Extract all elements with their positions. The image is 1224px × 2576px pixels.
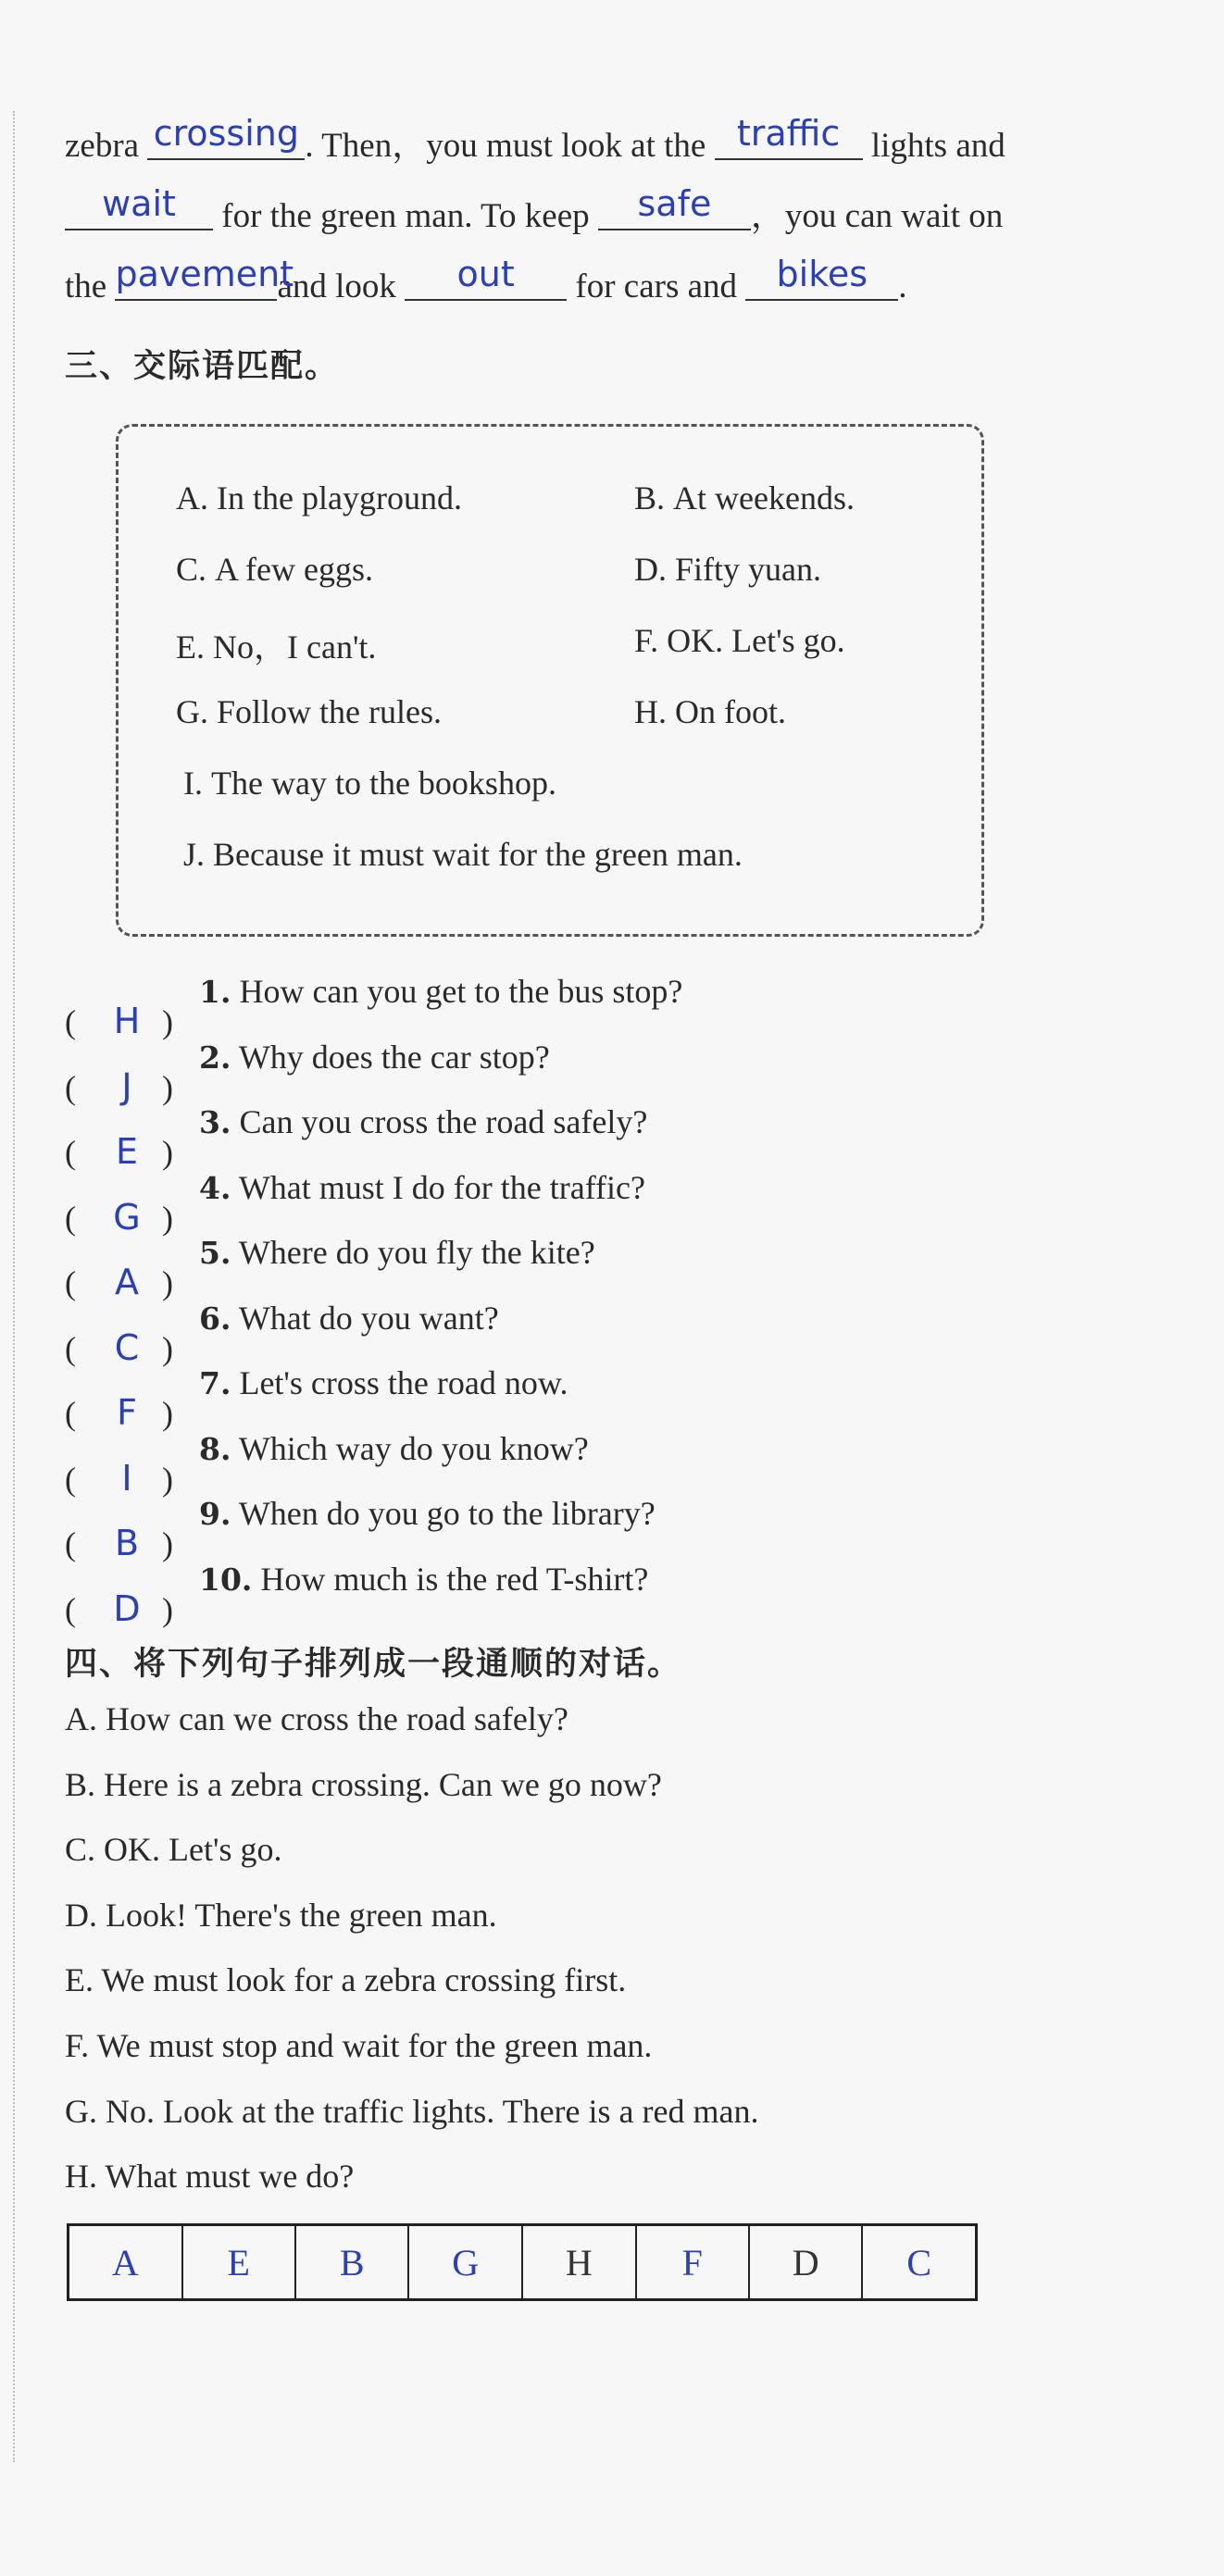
- blank-2[interactable]: [715, 113, 863, 160]
- option-letter: I.: [183, 765, 203, 802]
- option-letter: E.: [176, 628, 205, 666]
- paren-close: ): [162, 1329, 173, 1367]
- matching-questions: [65, 972, 683, 1629]
- paren-open: (: [65, 1134, 76, 1171]
- question-number: 9.: [199, 1496, 231, 1532]
- paren-close: ): [162, 1264, 173, 1301]
- option-f: [634, 621, 845, 660]
- option-e: [176, 621, 376, 668]
- text: .: [898, 268, 907, 305]
- order-cell[interactable]: G: [408, 2225, 522, 2300]
- option-text: OK. Let's go.: [667, 622, 845, 659]
- sentence-e: E. We must look for a zebra crossing first.: [65, 1961, 627, 1999]
- option-text: At weekends.: [673, 479, 855, 516]
- option-letter: F.: [634, 622, 659, 659]
- paren-open: (: [65, 1395, 76, 1432]
- question-text: What must I do for the traffic?: [238, 1168, 645, 1206]
- option-letter: G.: [176, 693, 208, 730]
- fill-in-paragraph: [65, 111, 1148, 322]
- paren-open: (: [65, 1068, 76, 1106]
- question-number: 7.: [199, 1365, 231, 1401]
- paren-close: ): [162, 1395, 173, 1432]
- question-number: 4.: [199, 1169, 231, 1206]
- option-text: In the playground.: [217, 479, 462, 516]
- sentence-g: G. No. Look at the traffic lights. There is a red man.: [65, 2092, 759, 2130]
- order-cell[interactable]: H: [522, 2225, 636, 2300]
- option-letter: D.: [634, 551, 667, 588]
- question-row: [65, 1233, 682, 1302]
- order-cell[interactable]: F: [636, 2225, 749, 2300]
- option-i: [183, 764, 556, 803]
- answer-letter: I: [121, 1457, 132, 1499]
- question-row: [65, 1363, 682, 1433]
- question-row: [65, 1494, 682, 1563]
- question-row: [65, 1038, 682, 1107]
- blank-1[interactable]: [147, 113, 305, 160]
- answer-text: traffic: [736, 113, 841, 154]
- option-text: Fifty yuan.: [675, 551, 821, 588]
- sentence-f: F. We must stop and wait for the green man.: [65, 2026, 653, 2064]
- paren-open: (: [65, 1460, 76, 1498]
- blank-3[interactable]: [65, 183, 213, 230]
- answer-text: crossing: [153, 113, 299, 154]
- answer-text: safe: [637, 183, 712, 224]
- text: the: [65, 268, 116, 305]
- question-text: Can you cross the road safely?: [239, 1103, 648, 1140]
- question-row: [65, 1560, 682, 1629]
- order-cell[interactable]: E: [182, 2225, 295, 2300]
- paren-open: (: [65, 1264, 76, 1301]
- answer-letter: A: [115, 1262, 139, 1302]
- order-answer-table: [67, 2223, 978, 2301]
- order-row: [69, 2225, 977, 2300]
- sentence-c: C. OK. Let's go.: [65, 1831, 282, 1869]
- dialogue-sentences: [65, 1699, 758, 2222]
- option-letter: J.: [183, 836, 206, 873]
- sentence-h: H. What must we do?: [65, 2158, 355, 2196]
- option-b: [634, 479, 855, 517]
- text: ，you can wait on: [750, 197, 1004, 235]
- answer-text: wait: [102, 183, 176, 224]
- answer-letter: J: [121, 1065, 132, 1107]
- option-text: Because it must wait for the green man.: [213, 836, 743, 873]
- text: for the green man. To keep: [213, 197, 598, 235]
- paragraph-line-3: [65, 252, 1148, 322]
- question-number: 3.: [199, 1104, 231, 1140]
- answer-text: out: [456, 254, 515, 294]
- option-j: [183, 835, 743, 874]
- question-text: When do you go to the library?: [238, 1495, 656, 1532]
- page-margin-line: [13, 111, 15, 2462]
- paren-close: ): [162, 1134, 173, 1171]
- section-3-title: 三、交际语匹配。: [65, 348, 340, 385]
- sentence-b: B. Here is a zebra crossing. Can we go now?: [65, 1765, 662, 1803]
- text: and look: [277, 268, 406, 305]
- question-text: Which way do you know?: [238, 1429, 589, 1467]
- blank-6[interactable]: [405, 254, 567, 301]
- question-number: 5.: [199, 1235, 231, 1271]
- paren-open: (: [65, 1590, 76, 1628]
- answer-text: pavement: [115, 254, 294, 294]
- question-row: [65, 1168, 682, 1238]
- question-row: [65, 1299, 682, 1368]
- paren-close: ): [162, 1590, 173, 1628]
- answer-letter: B: [114, 1523, 140, 1563]
- blank-5[interactable]: [115, 254, 294, 301]
- option-c: [176, 550, 373, 589]
- answer-text: bikes: [776, 254, 868, 294]
- question-text: Why does the car stop?: [238, 1038, 550, 1076]
- answer-letter: F: [117, 1392, 137, 1433]
- paren-open: (: [65, 1525, 76, 1562]
- paren-close: ): [162, 1003, 173, 1040]
- text: zebra: [65, 127, 148, 165]
- text: . Then，you must look at the: [305, 127, 715, 165]
- option-text: Follow the rules.: [217, 693, 442, 730]
- option-h: [634, 692, 786, 731]
- text: lights and: [862, 127, 1005, 165]
- paren-close: ): [162, 1460, 173, 1498]
- order-cell[interactable]: D: [749, 2225, 863, 2300]
- option-letter: A.: [176, 479, 208, 516]
- option-a: [176, 479, 462, 517]
- option-letter: B.: [634, 479, 666, 516]
- question-number: 10.: [199, 1561, 253, 1598]
- question-number: 1.: [199, 974, 231, 1010]
- sentence-d: D. Look! There's the green man.: [65, 1896, 497, 1934]
- blank-7[interactable]: [745, 254, 898, 301]
- option-text: On foot.: [675, 693, 786, 730]
- question-number: 8.: [199, 1430, 231, 1467]
- option-letter: C.: [176, 551, 207, 588]
- option-text: The way to the bookshop.: [211, 765, 556, 802]
- question-text: How much is the red T-shirt?: [260, 1560, 649, 1598]
- options-box: [116, 424, 984, 937]
- answer-letter: H: [113, 1001, 141, 1041]
- question-text: Let's cross the road now.: [239, 1364, 568, 1401]
- answer-letter: D: [113, 1587, 141, 1629]
- question-row: [65, 1429, 682, 1499]
- order-cell[interactable]: B: [295, 2225, 408, 2300]
- question-number: 2.: [199, 1039, 231, 1076]
- question-number: 6.: [199, 1300, 231, 1337]
- option-letter: H.: [634, 693, 667, 730]
- option-text: No，I can't.: [213, 628, 377, 666]
- text: for cars and: [567, 268, 746, 305]
- answer-letter: G: [113, 1196, 141, 1238]
- question-text: Where do you fly the kite?: [238, 1234, 595, 1271]
- paragraph-line-2: [65, 181, 1148, 252]
- paren-close: ): [162, 1199, 173, 1237]
- option-text: A few eggs.: [215, 551, 373, 588]
- question-row: [65, 1102, 682, 1172]
- sentence-a: A. How can we cross the road safely?: [65, 1700, 568, 1737]
- answer-letter: E: [115, 1131, 138, 1172]
- blank-4[interactable]: [598, 183, 751, 230]
- question-text: How can you get to the bus stop?: [239, 973, 683, 1010]
- question-text: What do you want?: [238, 1299, 499, 1337]
- option-g: [176, 692, 442, 731]
- paragraph-line-1: [65, 111, 1148, 181]
- paren-open: (: [65, 1199, 76, 1237]
- paren-close: ): [162, 1525, 173, 1562]
- answer-letter: C: [114, 1326, 140, 1368]
- paren-open: (: [65, 1329, 76, 1367]
- order-cell[interactable]: C: [862, 2225, 976, 2300]
- order-cell[interactable]: A: [69, 2225, 182, 2300]
- paren-open: (: [65, 1003, 76, 1040]
- paren-close: ): [162, 1068, 173, 1106]
- option-d: [634, 550, 821, 589]
- section-4-title: 四、将下列句子排列成一段通顺的对话。: [65, 1646, 682, 1683]
- question-row: [65, 972, 683, 1041]
